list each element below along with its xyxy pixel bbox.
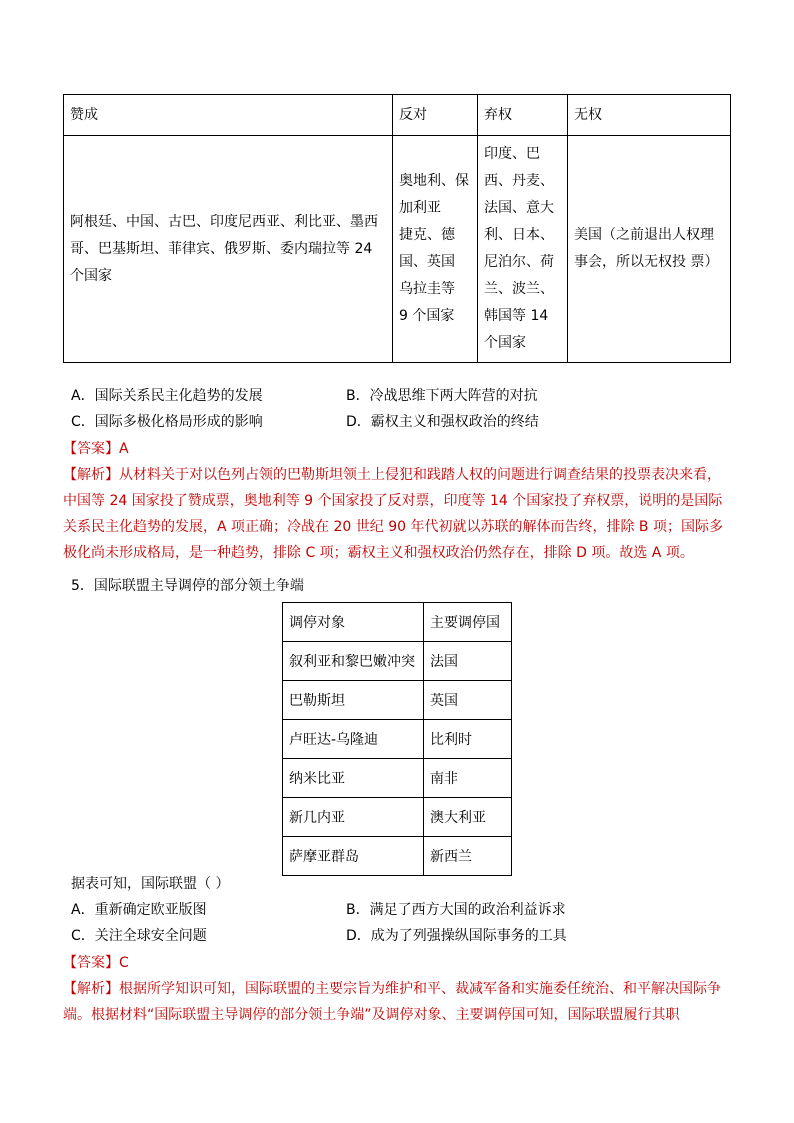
q5-options: [71, 897, 731, 949]
table-row: [283, 837, 512, 876]
q5-analysis-text: 根据所学知识可知，国际联盟的主要宗旨为维护和平、裁减军备和实施委任统治、和平解决国际争端。根据材料“国际联盟主导调停的部分领土争端”及调停对象、主要调停国可知，国际联盟履行其职: [63, 981, 721, 1023]
mediation-target: 叙利亚和黎巴嫩冲突: [283, 642, 424, 681]
against-line: 捷克、德国、英国: [399, 227, 455, 270]
q5-option-a: A．重新确定欧亚版图: [71, 902, 207, 918]
header-abstain: 弃权: [478, 95, 568, 136]
q5-stem: 据表可知，国际联盟（ ）: [71, 876, 230, 892]
against-line: 奥地利、保加利亚: [399, 173, 469, 216]
mediator: 南非: [424, 759, 512, 798]
mediator: 英国: [424, 681, 512, 720]
q4-analysis-tag: 【解析】: [63, 467, 119, 483]
mediation-target: 卢旺达-乌隆迪: [283, 720, 424, 759]
header-mediator: 主要调停国: [424, 603, 512, 642]
q4-analysis-text: 从材料关于对以色列占领的巴勒斯坦领土上侵犯和践踏人权的问题进行调查结果的投票表决来看，中国等 24 国家投了赞成票，奥地利等 9 个国家投了反对票，印度等 14 个国家投了弃权票，说明的是国际关系民主化趋势的发展，A 项正确；冷战在 20 世纪 90 年代初就以苏联的解体而告终，排除 B 项；国际多极化尚未形成格局，是一种趋势，排除 C 项；霸权主义和强权政治仍然存在，排除 D 项。故选 A 项。: [63, 467, 723, 561]
mediator: 澳大利亚: [424, 798, 512, 837]
abstain-line: 法国、意大利、日本、: [484, 200, 554, 243]
q5-analysis-tag: 【解析】: [63, 981, 119, 997]
mediation-header-row: [283, 603, 512, 642]
q5-title: 5．国际联盟主导调停的部分领土争端: [71, 578, 304, 594]
mediation-target: 巴勒斯坦: [283, 681, 424, 720]
q4-option-d: D．霸权主义和强权政治的终结: [346, 414, 539, 430]
q5-options-row: [71, 923, 731, 949]
no-right-cell: 美国（之前退出人权理事会，所以无权投 票）: [568, 136, 731, 363]
abstain-line: 印度、巴西、丹麦、: [484, 146, 554, 189]
against-cell: [393, 136, 478, 363]
q4-answer: 【答案】A: [63, 441, 129, 457]
table-row: [283, 681, 512, 720]
q5-options-row: [71, 897, 731, 923]
abstain-line: 韩国等 14 个国家: [484, 308, 549, 351]
mediation-target: 纳米比亚: [283, 759, 424, 798]
table-row: [283, 798, 512, 837]
header-against: 反对: [393, 95, 478, 136]
abstain-cell: [478, 136, 568, 363]
mediator: 法国: [424, 642, 512, 681]
table-row: [283, 720, 512, 759]
q5-option-d: D．成为了列强操纵国际事务的工具: [346, 928, 567, 944]
against-line: 乌拉圭等: [399, 281, 455, 297]
q4-options-row: [71, 409, 731, 435]
mediator: 比利时: [424, 720, 512, 759]
q5-option-b: B．满足了西方大国的政治利益诉求: [346, 902, 566, 918]
vote-table-header-row: [64, 95, 731, 136]
q5-analysis: [63, 976, 731, 1028]
q4-options: [71, 383, 731, 435]
q4-option-a: A．国际关系民主化趋势的发展: [71, 388, 263, 404]
q4-options-row: [71, 383, 731, 409]
header-no-right: 无权: [568, 95, 731, 136]
mediation-target: 新几内亚: [283, 798, 424, 837]
header-mediation-target: 调停对象: [283, 603, 424, 642]
against-line: 9 个国家: [399, 308, 455, 324]
mediator: 新西兰: [424, 837, 512, 876]
table-row: [283, 642, 512, 681]
abstain-line: 尼泊尔、荷兰、波兰、: [484, 254, 554, 297]
q5-answer: 【答案】C: [63, 955, 129, 971]
vote-result-table: [63, 94, 731, 363]
header-favor: 赞成: [64, 95, 393, 136]
q4-option-b: B．冷战思维下两大阵营的对抗: [346, 388, 538, 404]
mediation-table: [282, 602, 512, 876]
q4-analysis: [63, 462, 731, 566]
favor-cell: 阿根廷、中国、古巴、印度尼西亚、利比亚、墨西哥、巴基斯坦、菲律宾、俄罗斯、委内瑞拉等 24 个国家: [64, 136, 393, 363]
mediation-target: 萨摩亚群岛: [283, 837, 424, 876]
q5-option-c: C．关注全球安全问题: [71, 928, 207, 944]
q4-option-c: C．国际多极化格局形成的影响: [71, 414, 263, 430]
vote-table-body-row: [64, 136, 731, 363]
table-row: [283, 759, 512, 798]
